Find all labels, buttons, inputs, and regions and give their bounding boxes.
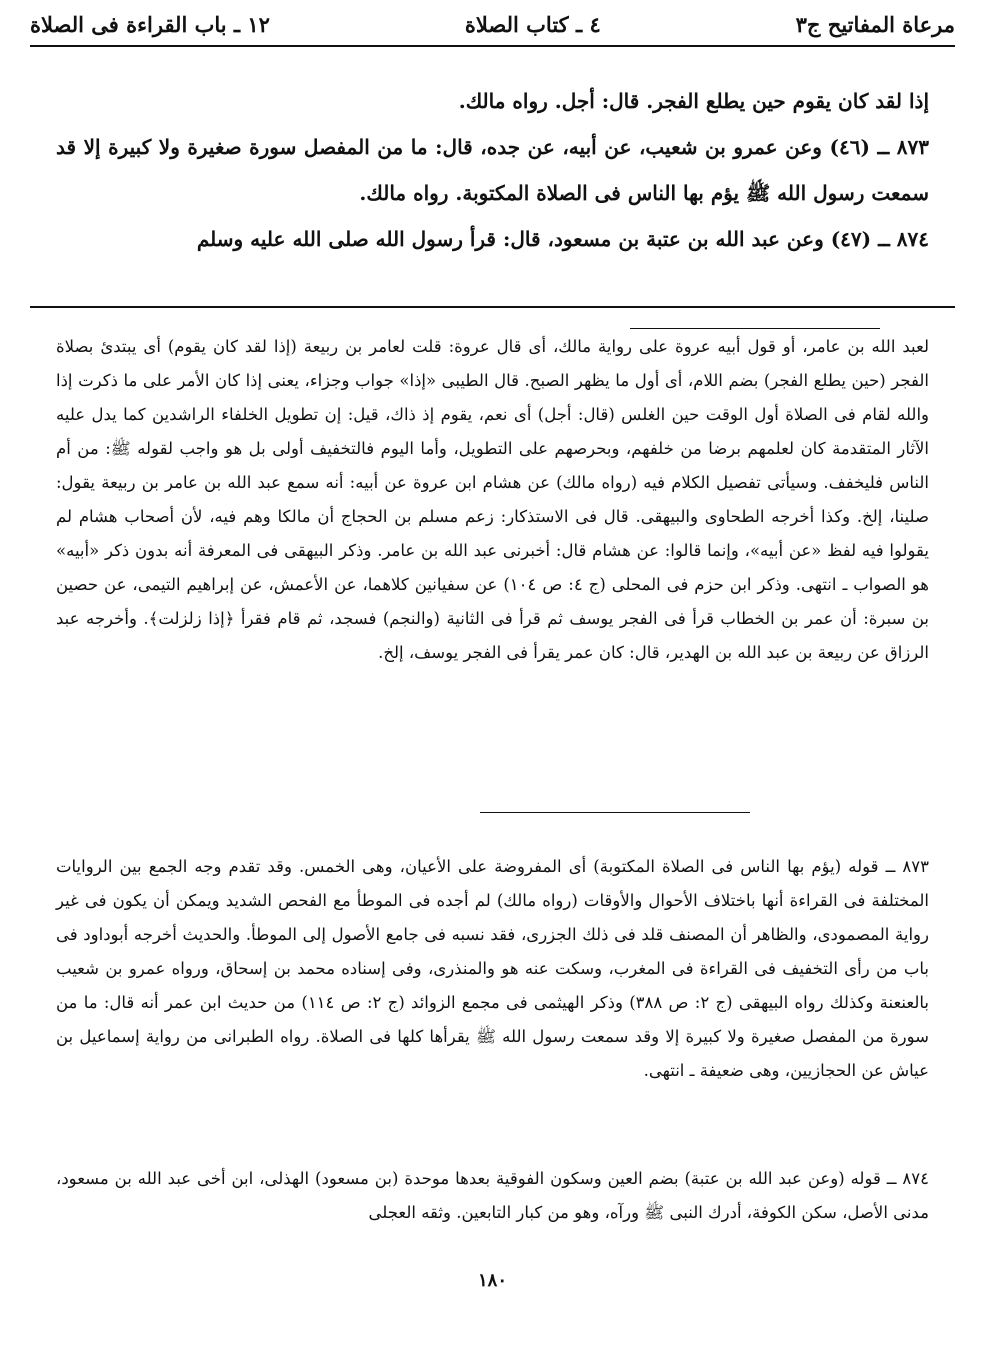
- commentary-paragraph: ٨٧٤ ــ قوله (وعن عبد الله بن عتبة) بضم العين وسكون الفوقية بعدها موحدة (بن مسعود) الهذلى، ابن أخى عبد الله بن مسعود، مدنى الأصل، سكن الكوفة، أدرك النبى ﷺ ورآه، وهو من كبار التابعين. وثقه العجلى: [56, 1169, 929, 1222]
- hadith-873: ٨٧٣ ــ (٤٦) وعن عمرو بن شعيب، عن أبيه، عن جده، قال: ما من المفصل سورة صغيرة ولا كبيرة إلا قد سمعت رسول الله ﷺ يؤم بها الناس فى الصلاة المكتوبة. رواه مالك.: [56, 135, 929, 205]
- header-chapter: ٤ ـ كتاب الصلاة: [464, 11, 601, 37]
- commentary-section-2: [56, 850, 929, 1088]
- text-divider-rule: [30, 306, 955, 308]
- commentary-section-3: [56, 1162, 929, 1230]
- header-section: ١٢ ـ باب القراءة فى الصلاة: [30, 11, 270, 37]
- page-number: ١٨٠: [477, 1270, 507, 1291]
- running-header: [30, 4, 955, 44]
- footnote-short-rule: [630, 328, 880, 329]
- hadith-text: [56, 78, 929, 262]
- hadith-874: ٨٧٤ ــ (٤٧) وعن عبد الله بن عتبة بن مسعود، قال: قرأ رسول الله صلى الله عليه وسلم: [196, 227, 929, 251]
- commentary-section-1: [56, 330, 929, 670]
- commentary-separator: [480, 812, 750, 813]
- hadith-line-continuation: إذا لقد كان يقوم حين يطلع الفجر. قال: أجل. رواه مالك.: [458, 89, 929, 113]
- commentary-paragraph: ٨٧٣ ــ قوله (يؤم بها الناس فى الصلاة المكتوبة) أى المفروضة على الأعيان، وهى الخمس. وقد تقدم وجه الجمع بين الروايات المختلفة فى القراءة أنها باختلاف الأحوال والأوقات (رواه مالك) لم أجده فى الموطأ مع الفحص الشديد ويمكن أن يكون فى غير رواية المصمودى، والظاهر أن المصنف قلد فى ذلك الجزرى، فقد نسبه فى جامع الأصول إلى الموطأ. والحديث أخرجه أبوداود فى باب من رأى التخفيف فى القراءة فى المغرب، وسكت عنه هو والمنذرى، وفى إسناده محمد بن إسحاق، ورواه عمرو بن شعيب بالعنعنة وكذلك رواه البيهقى (ج ٢: ص ٣٨٨) وذكر الهيثمى فى مجمع الزوائد (ج ٢: ص ١١٤) من حديث ابن عمر أنه قال: ما من سورة من المفصل صغيرة ولا كبيرة إلا وقد سمعت رسول الله ﷺ يقرأها كلها فى الصلاة. رواه الطبرانى من رواية إسماعيل بن عياش عن الحجازيين، وهى ضعيفة ـ انتهى.: [56, 857, 929, 1080]
- header-book-title: مرعاة المفاتيح ج٣: [795, 11, 955, 37]
- header-rule: [30, 45, 955, 47]
- commentary-paragraph: لعبد الله بن عامر، أو قول أبيه عروة على رواية مالك، أى قال عروة: قلت لعامر بن ربيعة (إذا لقد كان يقوم) أى يبتدئ بصلاة الفجر (حين يطلع الفجر) بضم اللام، أى أول ما يظهر الصبح. قال الطيبى «إذا» جواب وجزاء، يعنى إذا كان الأمر على ما ذكرت إذا والله لقام فى الصلاة أول الوقت حين الغلس (قال: أجل) أى نعم، يقوم إذ ذاك، قيل: إن تطويل الخلفاء الراشدين كما يدل عليه الآثار المتقدمة كان لعلمهم برضا من خلفهم، وبحرصهم على التطويل، وأما اليوم فالتخفيف أولى بل هو واجب لقوله ﷺ: من أم الناس فليخفف. وسيأتى تفصيل الكلام فيه (رواه مالك) عن هشام ابن عروة عن أبيه: أنه سمع عبد الله بن عامر بن ربيعة يقول: صلينا، إلخ. وكذا أخرجه الطحاوى والبيهقى. قال فى الاستذكار: زعم مسلم بن الحجاج أن مالكا وهم فيه، لأن أصحاب هشام لم يقولوا فيه لفظ «عن أبيه»، وإنما قالوا: عن هشام قال: أخبرنى عبد الله بن عامر. وذكر البيهقى فى المعرفة أنه بدون ذكر «أبيه» هو الصواب ـ انتهى. وذكر ابن حزم فى المحلى (ج ٤: ص ١٠٤) عن سفيانين كلاهما، عن الأعمش، عن إبراهيم التيمى، عن حصين بن سبرة: أن عمر بن الخطاب قرأ فى الفجر يوسف ثم قرأ فى الثانية (والنجم) فسجد، ثم قام فقرأ ﴿إذا زلزلت﴾. وأخرجه عبد الرزاق عن ربيعة بن عبد الله بن الهدير، قال: كان عمر يقرأ فى الفجر يوسف، إلخ.: [56, 337, 929, 662]
